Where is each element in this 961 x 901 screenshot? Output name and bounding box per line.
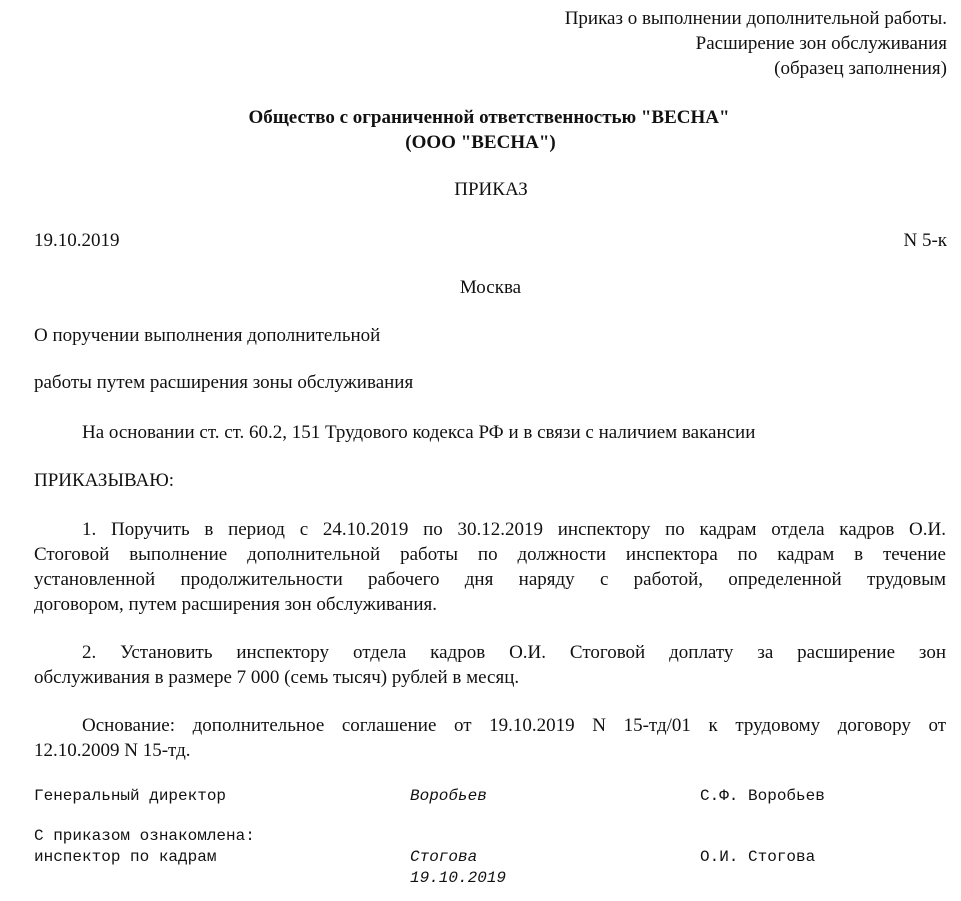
doc-city xyxy=(0,277,961,299)
item1-line1: 1. Поручить в период с 24.10.2019 по 30.12.2019 инспектору по кадрам отдела кадров О.И. xyxy=(82,519,946,540)
item2-line2: обслуживания в размере 7 000 (семь тысяч) рублей в месяц. xyxy=(34,667,520,688)
basis-block xyxy=(34,713,946,763)
organization-block xyxy=(0,105,961,155)
item1-line4: договором, путем расширения зон обслуживания. xyxy=(34,594,438,615)
sample-header xyxy=(347,6,947,81)
director-name: С.Ф. Воробьев xyxy=(700,787,825,805)
director-title: Генеральный директор xyxy=(34,787,227,805)
item1-line3: установленной продолжительности рабочего дня наряду с работой, определенной трудовым xyxy=(34,569,946,590)
sample-header-line1: Приказ о выполнении дополнительной работы. xyxy=(564,8,947,29)
acquainted-label: С приказом ознакомлена: xyxy=(34,827,255,845)
order-word: ПРИКАЗЫВАЮ: xyxy=(34,470,175,491)
director-signature: Воробьев xyxy=(410,787,487,805)
doc-number: N 5-к xyxy=(903,230,947,251)
inspector-signature: Стогова xyxy=(410,848,478,866)
doc-date: 19.10.2019 xyxy=(34,230,120,251)
doc-type-title xyxy=(0,179,961,201)
subject-line2: работы путем расширения зоны обслуживания xyxy=(34,372,414,393)
sample-header-line3: (образец заполнения) xyxy=(774,58,947,79)
doc-type-label: ПРИКАЗ xyxy=(454,179,528,200)
organization-full-name: Общество с ограниченной ответственностью "ВЕСНА" xyxy=(248,107,730,128)
order-item-1 xyxy=(34,517,946,617)
inspector-date: 19.10.2019 xyxy=(410,869,507,887)
basis-intro: На основании ст. ст. 60.2, 151 Трудового кодекса РФ и в связи с наличием вакансии xyxy=(82,422,756,443)
inspector-title: инспектор по кадрам xyxy=(34,848,217,866)
order-item-2 xyxy=(34,640,946,690)
item2-line1: 2. Установить инспектору отдела кадров О.И. Стоговой доплату за расширение зон xyxy=(82,642,946,663)
basis-line1: Основание: дополнительное соглашение от 19.10.2019 N 15-тд/01 к трудовому договору от xyxy=(82,715,946,736)
basis-line2: 12.10.2009 N 15-тд. xyxy=(34,740,191,761)
doc-city-label: Москва xyxy=(459,277,522,298)
subject-line1: О поручении выполнения дополнительной xyxy=(34,325,381,346)
organization-short-name: (ООО "ВЕСНА") xyxy=(405,132,556,153)
item1-line2: Стоговой выполнение дополнительной работы по должности инспектора по кадрам в течение xyxy=(34,544,946,565)
sample-header-line2: Расширение зон обслуживания xyxy=(695,33,947,54)
inspector-name: О.И. Стогова xyxy=(700,848,816,866)
